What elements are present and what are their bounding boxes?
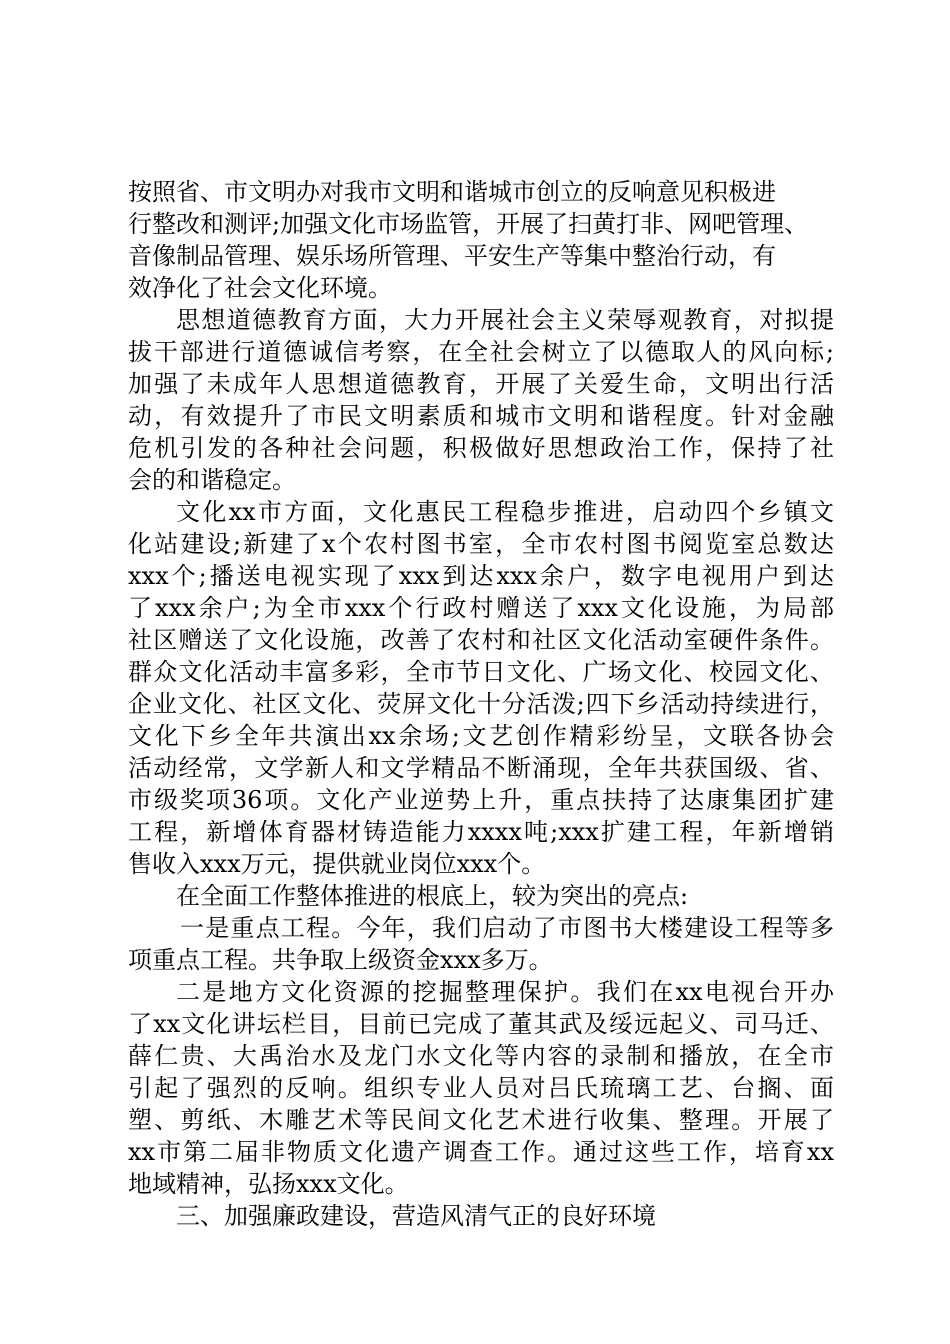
text-line: 地域精神，弘扬xxx文化。 bbox=[128, 1170, 409, 1198]
paragraph-moral-education bbox=[128, 304, 834, 496]
paragraph-key-projects bbox=[128, 912, 834, 976]
text-line: 按照省、市文明办对我市文明和谐城市创立的反响意见积极进 bbox=[128, 178, 776, 206]
text-line: 三、加强廉政建设，营造风清气正的良好环境 bbox=[176, 1202, 656, 1230]
text-line: 思想道德教育方面，大力开展社会主义荣辱观教育，对拟提 bbox=[176, 306, 834, 334]
text-line: 音像制品管理、娱乐场所管理、平安生产等集中整治行动，有 bbox=[128, 242, 776, 270]
section-heading-integrity bbox=[128, 1200, 834, 1232]
text-line: 效净化了社会文化环境。 bbox=[128, 274, 392, 302]
text-line: 了xxx余户;为全市xxx个行政村赠送了xxx文化设施，为局部 bbox=[128, 594, 834, 622]
text-line: 拔干部进行道德诚信考察，在全社会树立了以德取人的风向标; bbox=[128, 338, 834, 366]
document-body bbox=[128, 176, 834, 1232]
text-line: 引起了强烈的反响。组织专业人员对吕氏琉璃工艺、台搁、面 bbox=[128, 1074, 834, 1102]
text-line: xxx个;播送电视实现了xxx到达xxx余户，数字电视用户到达 bbox=[128, 562, 834, 590]
text-line: 化站建设;新建了x个农村图书室，全市农村图书阅览室总数达 bbox=[128, 530, 834, 558]
text-line: 薛仁贵、大禹治水及龙门水文化等内容的录制和播放，在全市 bbox=[128, 1042, 834, 1070]
text-line: 二是地方文化资源的挖掘整理保护。我们在xx电视台开办 bbox=[176, 978, 834, 1006]
text-line: 会的和谐稳定。 bbox=[128, 466, 296, 494]
text-line: 行整改和测评;加强文化市场监管，开展了扫黄打非、网吧管理、 bbox=[128, 210, 809, 238]
text-line: xx市第二届非物质文化遗产调查工作。通过这些工作，培育xx bbox=[128, 1138, 834, 1166]
text-line: 了xx文化讲坛栏目，目前已完成了董其武及绥远起义、司马迁、 bbox=[128, 1010, 834, 1038]
text-line: 危机引发的各种社会问题，积极做好思想政治工作，保持了社 bbox=[128, 434, 834, 462]
text-line: 群众文化活动丰富多彩，全市节日文化、广场文化、校园文化、 bbox=[128, 658, 834, 686]
text-line: 社区赠送了文化设施，改善了农村和社区文化活动室硬件条件。 bbox=[128, 626, 834, 654]
text-line: 售收入xxx万元，提供就业岗位xxx个。 bbox=[128, 850, 546, 878]
text-line: 塑、剪纸、木雕艺术等民间文化艺术进行收集、整理。开展了 bbox=[128, 1106, 834, 1134]
text-line: 动，有效提升了市民文明素质和城市文明和谐程度。针对金融 bbox=[128, 402, 834, 430]
text-line: 文化下乡全年共演出xx余场;文艺创作精彩纷呈，文联各协会 bbox=[128, 722, 834, 750]
paragraph-culture-market bbox=[128, 176, 834, 304]
text-line: 活动经常，文学新人和文学精品不断涌现，全年共获国级、省、 bbox=[128, 754, 834, 782]
text-line: 一是重点工程。今年，我们启动了市图书大楼建设工程等多 bbox=[180, 914, 834, 942]
paragraph-cultural-resources bbox=[128, 976, 834, 1200]
text-line: 市级奖项36项。文化产业逆势上升，重点扶持了达康集团扩建 bbox=[128, 786, 834, 814]
paragraph-culture-city bbox=[128, 496, 834, 880]
paragraph-highlights-intro bbox=[128, 880, 834, 912]
text-line: 工程，新增体育器材铸造能力xxxx吨;xxx扩建工程，年新增销 bbox=[128, 818, 834, 846]
text-line: 企业文化、社区文化、荧屏文化十分活泼;四下乡活动持续进行， bbox=[128, 690, 834, 718]
text-line: 文化xx市方面，文化惠民工程稳步推进，启动四个乡镇文 bbox=[176, 498, 834, 526]
text-line: 在全面工作整体推进的根底上，较为突出的亮点: bbox=[176, 882, 689, 910]
text-line: 项重点工程。共争取上级资金xxx多万。 bbox=[128, 946, 553, 974]
text-line: 加强了未成年人思想道德教育，开展了关爱生命，文明出行活 bbox=[128, 370, 834, 398]
